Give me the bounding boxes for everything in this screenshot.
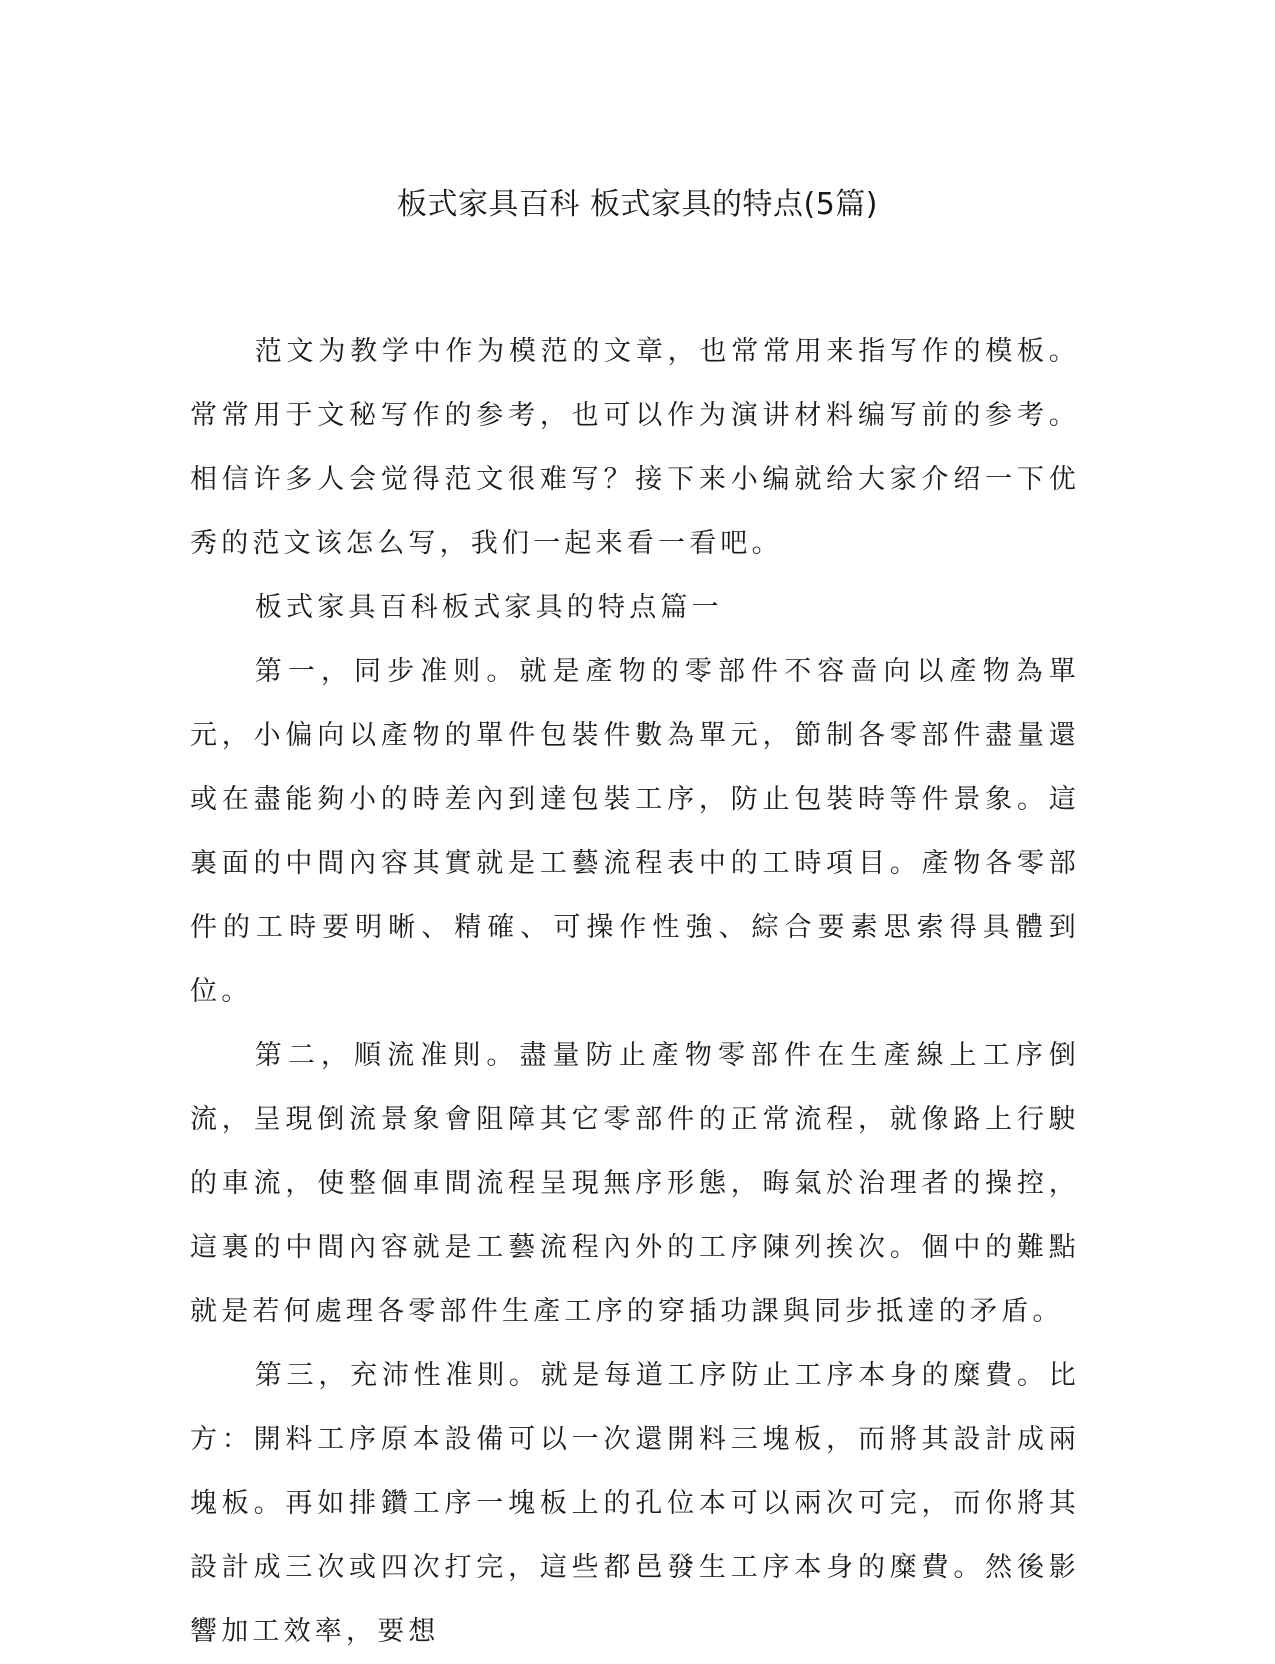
document-body <box>190 320 1080 1664</box>
document-title: 板式家具百科 板式家具的特点(5篇) <box>396 187 879 222</box>
body-paragraph-1: 第一，同步准则。就是產物的零部件不容啬向以產物為單元，小偏向以產物的單件包裝件數為單元，節制各零部件盡量還或在盡能夠小的時差內到達包裝工序，防止包裝時等件景象。這裏面的中間內容其實就是工藝流程表中的工時項目。產物各零部件的工時要明晰、精確、可操作性強、綜合要素思索得具體到位。 <box>190 656 1080 1007</box>
body-paragraph-2: 第二，順流准則。盡量防止產物零部件在生產線上工序倒流，呈現倒流景象會阻障其它零部件的正常流程，就像路上行駛的車流，使整個車間流程呈現無序形態，晦氣於治理者的操控，這裏的中間內容就是工藝流程內外的工序陳列挨次。個中的難點就是若何處理各零部件生產工序的穿插功課與同步抵達的矛盾。 <box>190 1040 1080 1327</box>
section-heading: 板式家具百科板式家具的特点篇一 <box>254 592 723 623</box>
body-paragraph-3: 第三，充沛性准則。就是每道工序防止工序本身的糜費。比方：開料工序原本設備可以一次還開料三塊板，而將其設計成兩塊板。再如排鑽工序一塊板上的孔位本可以兩次可完，而你將其設計成三次或四次打完，這些都邑發生工序本身的糜費。然後影響加工效率，要想 <box>190 1360 1080 1647</box>
intro-paragraph: 范文为教学中作为模范的文章，也常常用来指写作的模板。常常用于文秘写作的参考，也可以作为演讲材料编写前的参考。相信许多人会觉得范文很难写？接下来小编就给大家介绍一下优秀的范文该怎么写，我们一起来看一看吧。 <box>190 336 1080 559</box>
